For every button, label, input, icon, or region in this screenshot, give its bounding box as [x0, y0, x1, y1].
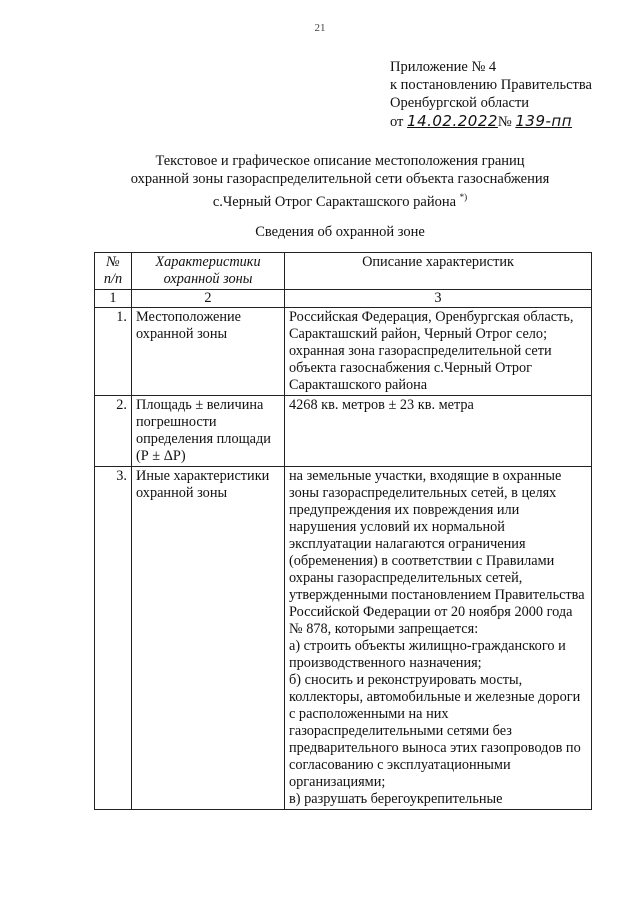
row-number: 1. [95, 308, 132, 396]
header-characteristics [132, 253, 285, 290]
description-intro: на земельные участки, входящие в охранные зоны газораспределительных сетей, в целях предупреждения их повреждения или нарушения условий их нормальной эксплуатации налагаются ограничения (обременения) в соответствии с Правилами охраны газораспределительных сетей, утвержденными постановлением Правительства Российской Федерации от 20 ноября 2000 года № 878, которыми запрещается: [289, 468, 585, 637]
row-description [285, 467, 592, 810]
document-title [60, 152, 620, 211]
title-footnote-mark: *) [459, 192, 468, 202]
restriction-item-b: б) сносить и реконструировать мосты, коллекторы, автомобильные и железные дороги с расположенными на них газораспределительными сетями без предварительного выноса этих газопроводов по согласованию с эксплуатационными организациями; [289, 672, 581, 790]
section-subtitle: Сведения об охранной зоне [255, 224, 425, 240]
appendix-date: 14.02.2022 [407, 112, 498, 130]
table-row [95, 396, 592, 467]
header-characteristics-line-1: Характеристики [155, 254, 261, 270]
appendix-line-2: к постановлению Правительства [390, 77, 592, 93]
row-description: Российская Федерация, Оренбургская область, Саракташский район, Черный Отрог село; охранная зона газораспределительной сети объекта газоснабжения с.Черный Отрог Саракташского района [285, 308, 592, 396]
row-number: 3. [95, 467, 132, 810]
appendix-line-3: Оренбургской области [390, 95, 530, 111]
appendix-date-line [390, 112, 592, 131]
index-cell-1: 1 [95, 290, 132, 308]
restriction-item-c: в) разрушать берегоукрепительные [289, 791, 503, 807]
table-row [95, 467, 592, 810]
row-characteristic: Местоположение охранной зоны [132, 308, 285, 396]
row-description: 4268 кв. метров ± 23 кв. метра [285, 396, 592, 467]
appendix-line-1: Приложение № 4 [390, 59, 497, 75]
table-header-row [95, 253, 592, 290]
appendix-block [390, 58, 592, 131]
page-number: 21 [314, 22, 326, 34]
row-characteristic: Площадь ± величина погрешности определения площади (Р ± ΔР) [132, 396, 285, 467]
title-line-3-wrap [60, 188, 620, 211]
title-line-1: Текстовое и графическое описание местоположения границ [155, 153, 525, 169]
header-number [95, 253, 132, 290]
row-characteristic: Иные характеристики охранной зоны [132, 467, 285, 810]
header-number-line-2: п/п [103, 271, 123, 287]
header-number-line-1: № [106, 254, 120, 270]
appendix-number-sign: № [497, 114, 512, 130]
zone-info-table [94, 252, 592, 810]
table-row [95, 308, 592, 396]
restriction-item-a: а) строить объекты жилищно-гражданского и производственного назначения; [289, 638, 566, 671]
appendix-number: 139-пп [515, 112, 573, 130]
title-line-3: с.Черный Отрог Саракташского района [212, 193, 457, 210]
index-cell-2: 2 [132, 290, 285, 308]
title-line-2: охранной зоны газораспределительной сети объекта газоснабжения [130, 171, 550, 187]
table-index-row [95, 290, 592, 308]
row-number: 2. [95, 396, 132, 467]
appendix-date-prefix: от [390, 114, 404, 130]
header-characteristics-line-2: охранной зоны [163, 271, 253, 287]
header-description: Описание характеристик [285, 253, 592, 290]
index-cell-3: 3 [285, 290, 592, 308]
